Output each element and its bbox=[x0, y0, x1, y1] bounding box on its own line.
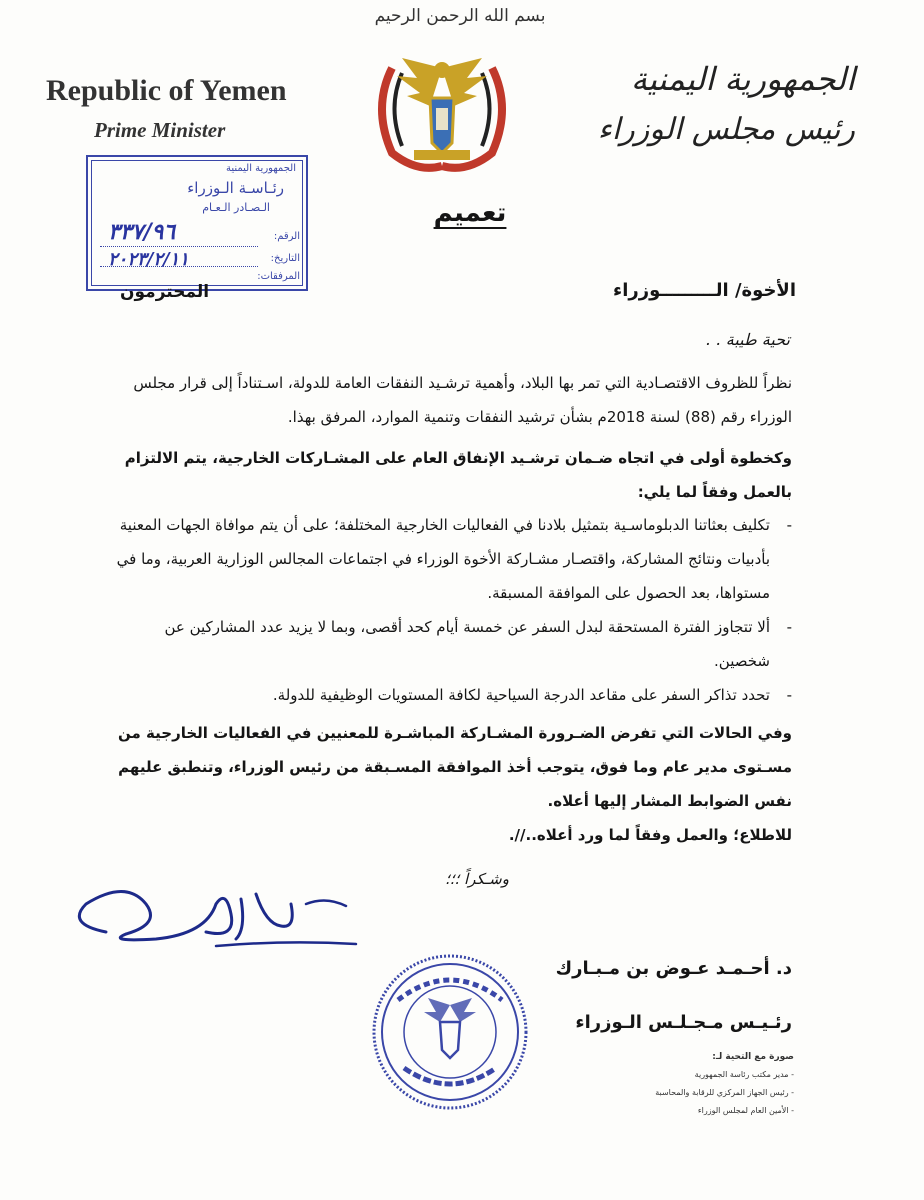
stamp-office: رئـاسـة الـوزراء bbox=[187, 179, 284, 197]
cc-item-1: - مدير مكتب رئاسة الجمهورية bbox=[694, 1070, 794, 1079]
registration-stamp bbox=[86, 155, 308, 291]
paragraph-3: وفي الحالات التي تفرض الضـرورة المشـاركة المباشـرة للمعنيين في الفعاليات الخارجية من مسـتوى مدير عام وما فوق، يتوجب أخذ الموافقة المسـبقة من رئيس الوزراء، وتنطبق عليهم نفس الضوابط المشار إليها أعلاه. bbox=[118, 724, 792, 810]
handwritten-signature bbox=[66, 884, 366, 954]
stamp-number-label: الرقم: bbox=[273, 231, 300, 242]
circular-heading: تعميم bbox=[433, 198, 507, 228]
stamp-attachments-label: المرفقات: bbox=[257, 271, 300, 282]
signatory-name: د. أحـمـد عـوض بن مـبـارك bbox=[555, 958, 792, 979]
arabic-office-title: رئيس مجلس الوزراء bbox=[597, 112, 855, 147]
cc-item-2: - رئيس الجهاز المركزي للرقابة والمحاسبة bbox=[655, 1088, 794, 1097]
cc-heading: صورة مع التحية لـ: bbox=[712, 1052, 794, 1062]
paragraph-1: نظراً للظروف الاقتصـادية التي تمر بها البلاد، وأهمية ترشـيد النفقات العامة للدولة، اسـتناداً إلى قرار مجلس الوزراء رقم (88) لسنة 2018م بشأن ترشيد النفقات وتنمية الموارد، المرفق بهذا. bbox=[133, 374, 792, 426]
arabic-country-title: الجمهورية اليمنية bbox=[630, 60, 855, 98]
official-seal-icon bbox=[368, 950, 533, 1115]
english-country-title: Republic of Yemen bbox=[46, 74, 287, 107]
signatory-title: رئـيـس مـجـلـس الـوزراء bbox=[575, 1012, 792, 1033]
bullet-text-2: ألا تتجاوز الفترة المستحقة لبدل السفر عن خمسة أيام كحد أقصى، وبما لا يزيد عدد المشاركين عن شخصين. bbox=[164, 618, 770, 670]
paragraph-2: وكخطوة أولى في اتجاه ضـمان ترشـيد الإنفاق العام على المشـاركات الخارجية، يتم الالتزام بالعمل وفقاً لما يلي: bbox=[124, 449, 792, 501]
bullet-item-3: - تحدد تذاكر السفر على مقاعد الدرجة السياحية لكافة المستويات الوظيفية للدولة. bbox=[110, 678, 792, 712]
bullet-text-3: تحدد تذاكر السفر على مقاعد الدرجة السياحية لكافة المستويات الوظيفية للدولة. bbox=[272, 686, 770, 704]
bullet-text-1: تكليف بعثاتنا الدبلوماسـية بتمثيل بلادنا في الفعاليات الخارجية المختلفة؛ على أن يتم موافاة الجهات المعنية بأدبيات ونتائج المشاركة، واقتصـار مشـاركة الأخوة الوزراء في اجتماعات المجالس الوزارية العربية، وما في مستواها، بعد الحصول على الموافقة المسبقة. bbox=[116, 516, 770, 602]
stamp-number-value: ٣٣٧/٩٦ bbox=[108, 219, 176, 245]
eagle-emblem-icon bbox=[362, 48, 522, 178]
honored-label: المحترمون bbox=[120, 282, 210, 302]
greeting: تحية طيبة . . bbox=[705, 330, 790, 349]
closing-line: للاطلاع؛ والعمل وفقاً لما ورد أعلاه..//. bbox=[508, 826, 792, 844]
stamp-outgoing: الـصـادر الـعـام bbox=[202, 201, 270, 214]
english-office-title: Prime Minister bbox=[94, 118, 226, 142]
stamp-country: الجمهورية اليمنية bbox=[225, 163, 296, 174]
thanks: وشـكراً ؛؛؛ bbox=[444, 870, 509, 888]
basmala: بسم الله الرحمن الرحيم bbox=[374, 6, 546, 26]
stamp-date-label: التاريخ: bbox=[270, 253, 300, 264]
bullet-item-1: - تكليف بعثاتنا الدبلوماسـية بتمثيل بلادنا في الفعاليات الخارجية المختلفة؛ على أن يتم موافاة الجهات المعنية بأدبيات ونتائج المشاركة، واقتصـار مشـاركة الأخوة الوزراء في اجتماعات المجالس الوزارية العربية، وما في مستواها، بعد الحصول على الموافقة المسبقة. bbox=[110, 508, 792, 610]
bullet-item-2: - ألا تتجاوز الفترة المستحقة لبدل السفر عن خمسة أيام كحد أقصى، وبما لا يزيد عدد المشاركين عن شخصين. bbox=[110, 610, 792, 678]
cc-item-3: - الأمين العام لمجلس الوزراء bbox=[697, 1106, 794, 1115]
addressee: الأخوة/ الـــــــــوزراء bbox=[613, 280, 796, 301]
stamp-date-value: ٢٠٢٣/٢/١١ bbox=[108, 249, 189, 270]
